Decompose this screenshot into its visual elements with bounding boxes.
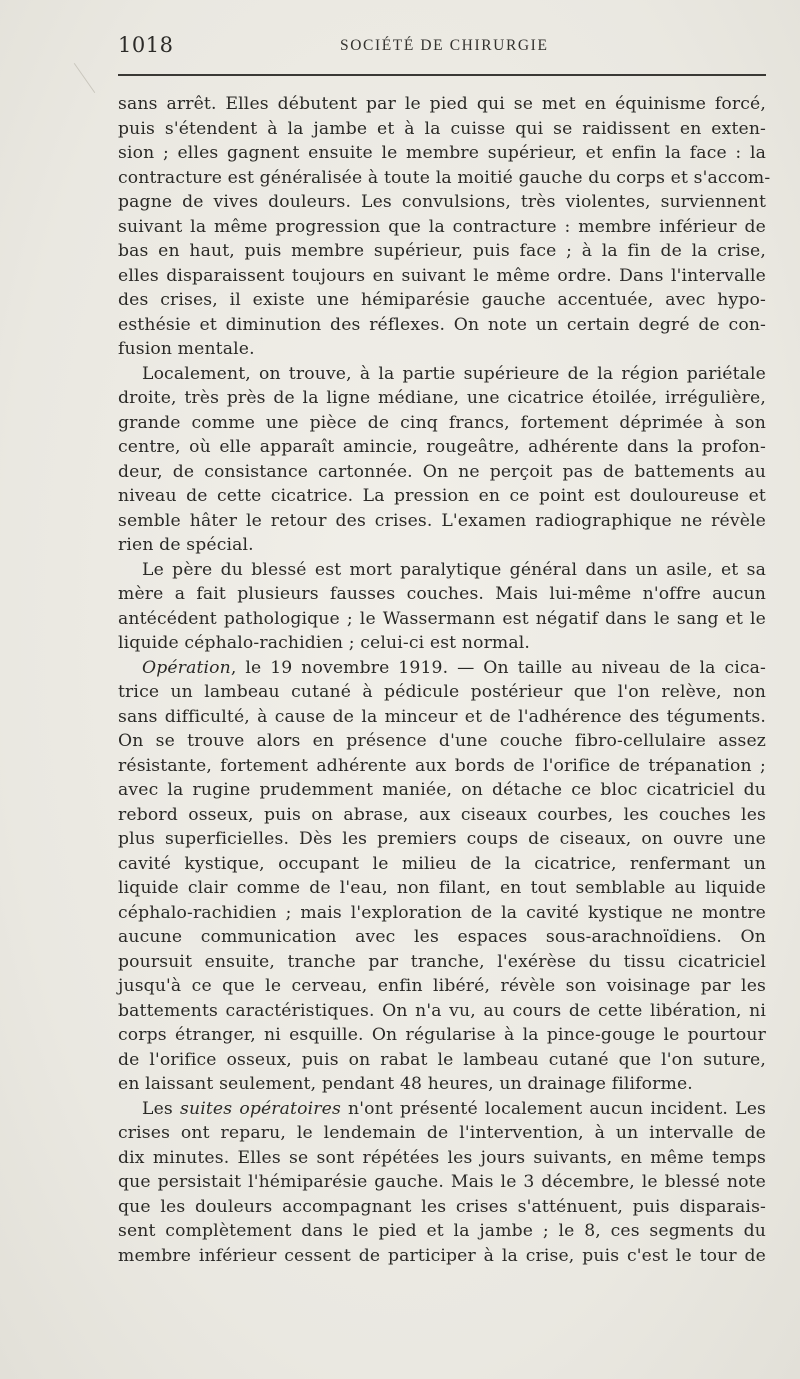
running-title: SOCIÉTÉ DE CHIRURGIE <box>340 37 549 54</box>
text-line: deur, de consistance cartonnée. On ne perçoit pas de battements au <box>118 461 766 482</box>
page-header <box>118 33 766 61</box>
text-line-operation-start <box>118 656 766 681</box>
text-line: pagne de vives douleurs. Les convulsions, très violentes, surviennent <box>118 192 766 212</box>
text-line: droite, très près de la ligne médiane, une cicatrice étoilée, irrégulière, <box>118 388 766 408</box>
text-line: membre inférieur cessent de participer à la crise, puis c'est le tour de <box>118 1245 766 1266</box>
text-line: battements caractéristiques. On n'a vu, au cours de cette libération, ni <box>118 1000 766 1021</box>
paragraph-symptoms <box>118 92 771 362</box>
text-line: fusion mentale. <box>118 339 255 359</box>
text-line: résistante, fortement adhérente aux bords de l'orifice de trépanation ; <box>118 755 766 776</box>
suites-line-prefix: Les <box>142 1098 180 1119</box>
text-line: jusqu'à ce que le cerveau, enfin libéré, révèle son voisinage par les <box>118 976 766 996</box>
text-line: liquide clair comme de l'eau, non filant, en tout semblable au liquide <box>118 878 766 898</box>
text-line: que les douleurs accompagnant les crises s'atténuent, puis disparais- <box>118 1196 766 1217</box>
text-line: rien de spécial. <box>118 535 254 555</box>
text-line: On se trouve alors en présence d'une couche fibro-cellulaire assez <box>118 731 766 751</box>
text-line: contracture est généralisée à toute la moitié gauche du corps et s'accom- <box>118 167 771 188</box>
text-line: bas en haut, puis membre supérieur, puis face ; à la fin de la crise, <box>118 241 766 261</box>
text-line: grande comme une pièce de cinq francs, fortement déprimée à son <box>118 412 766 433</box>
text-line-suites-start <box>118 1097 766 1122</box>
text-line: corps étranger, ni esquille. On régularise à la pince-gouge le pourtour <box>118 1025 766 1045</box>
text-line: antécédent pathologique ; le Wassermann est négatif dans le sang et le <box>118 608 766 629</box>
text-line: poursuit ensuite, tranche par tranche, l'exérèse du tissu cicatriciel <box>118 951 766 972</box>
text-line: cavité kystique, occupant le milieu de la cicatrice, renfermant un <box>118 853 766 874</box>
body-text <box>118 92 771 1293</box>
text-line <box>118 1268 766 1293</box>
text-line: dix minutes. Elles se sont répétées les jours suivants, en même temps <box>118 1147 766 1168</box>
text-line: que persistait l'hémiparésie gauche. Mais le 3 décembre, le blessé note <box>118 1172 766 1192</box>
paragraph-local-findings <box>118 362 766 558</box>
suites-line-rest: n'ont présenté localement aucun incident. Les <box>340 1098 766 1119</box>
text-line: sans arrêt. Elles débutent par le pied qui se met en équinisme forcé, <box>118 94 766 114</box>
italic-operation-label: Opération <box>142 657 231 678</box>
text-line: aucune communication avec les espaces sous-arachnoïdiens. On <box>118 927 766 947</box>
text-line: plus superficielles. Dès les premiers coups de ciseaux, on ouvre une <box>118 829 766 849</box>
italic-suites-label: suites opératoires <box>180 1098 341 1119</box>
text-line: liquide céphalo-rachidien ; celui-ci est normal. <box>118 633 531 653</box>
page-number: 1018 <box>118 33 174 57</box>
text-line: elles disparaissent toujours en suivant le même ordre. Dans l'intervalle <box>118 265 766 286</box>
text-line: sans difficulté, à cause de la minceur et de l'adhérence des téguments. <box>118 706 766 727</box>
text-line: mère a fait plusieurs fausses couches. Mais lui-même n'offre aucun <box>118 584 766 604</box>
text-line: céphalo-rachidien ; mais l'exploration de la cavité kystique ne montre <box>118 902 766 923</box>
text-line: de l'orifice osseux, puis on rabat le lambeau cutané que l'on suture, <box>118 1049 766 1070</box>
text-line: suivant la même progression que la contracture : membre inférieur de <box>118 216 766 237</box>
text-line: avec la rugine prudemment maniée, on détache ce bloc cicatriciel du <box>118 780 766 800</box>
paragraph-operation <box>118 656 766 1097</box>
text-line: trice un lambeau cutané à pédicule postérieur que l'on relève, non <box>118 682 766 702</box>
text-line: Localement, on trouve, à la partie supérieure de la région pariétale <box>142 363 766 384</box>
text-line: semble hâter le retour des crises. L'examen radiographique ne révèle <box>118 510 766 531</box>
paragraph-family-history <box>118 558 766 656</box>
text-line: centre, où elle apparaît amincie, rougeâtre, adhérente dans la profon- <box>118 437 766 457</box>
text-line: en laissant seulement, pendant 48 heures, un drainage filiforme. <box>118 1074 693 1094</box>
text-line: crises ont reparu, le lendemain de l'intervention, à un intervalle de <box>118 1123 766 1143</box>
text-line: puis s'étendent à la jambe et à la cuisse qui se raidissent en exten- <box>118 118 766 139</box>
operation-line-rest: , le 19 novembre 1919. — On taille au niveau de la cica- <box>230 657 766 678</box>
text-line: sent complètement dans le pied et la jambe ; le 8, ces segments du <box>118 1221 766 1241</box>
scan-artifact-mark <box>74 63 95 93</box>
text-line: des crises, il existe une hémiparésie gauche accentuée, avec hypo- <box>118 290 766 310</box>
text-line: Le père du blessé est mort paralytique général dans un asile, et sa <box>142 559 766 580</box>
text-line: rebord osseux, puis on abrase, aux ciseaux courbes, les couches les <box>118 804 766 825</box>
paragraph-postoperative <box>118 1097 766 1293</box>
text-line: esthésie et diminution des réflexes. On note un certain degré de con- <box>118 314 766 335</box>
text-line: niveau de cette cicatrice. La pression en ce point est douloureuse et <box>118 486 766 506</box>
text-line: sion ; elles gagnent ensuite le membre supérieur, et enfin la face : la <box>118 143 766 163</box>
header-rule <box>118 74 766 76</box>
